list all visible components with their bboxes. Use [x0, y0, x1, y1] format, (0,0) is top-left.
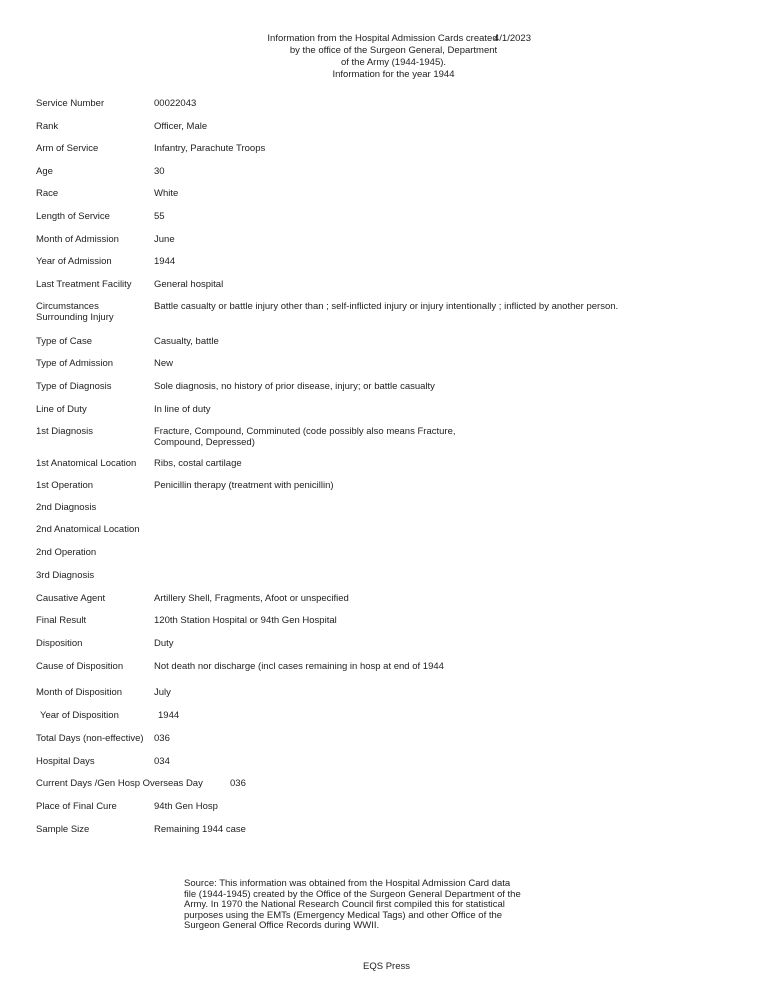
field-label: Rank	[36, 121, 59, 132]
field-value: Casualty, battle	[154, 336, 219, 347]
source-note: Source: This information was obtained from the Hospital Admission Card data file (1944-1945) created by the Office of the Surgeon General Department of the Army. In 1970 the National Research Council first compiled this for statistical purposes using the EMTs (Emergency Medical Tags) and other Office of the Surgeon General Office Records during WWII.	[184, 878, 521, 931]
field-value: June	[154, 234, 175, 245]
header-line-4: Information for the year 1944	[332, 69, 455, 80]
field-value: 55	[154, 211, 165, 222]
field-label: 1st Anatomical Location	[36, 458, 137, 469]
field-value: 30	[154, 166, 165, 177]
header-line-3: of the Army (1944-1945).	[340, 57, 447, 68]
header-date: 4/1/2023	[494, 33, 531, 44]
field-value: Officer, Male	[154, 121, 208, 132]
field-value: Sole diagnosis, no history of prior disease, injury; or battle casualty	[154, 381, 435, 392]
field-label: Cause of Disposition	[36, 661, 124, 672]
field-label: Final Result	[36, 615, 87, 626]
field-label: Last Treatment Facility	[36, 279, 132, 290]
field-value: 036	[230, 778, 246, 789]
field-value: Battle casualty or battle injury other than ; self-inflicted injury or injury intentionally ; inflicted by another person.	[154, 301, 619, 312]
field-value: Artillery Shell, Fragments, Afoot or unspecified	[154, 593, 349, 604]
field-label: Total Days (non-effective)	[36, 733, 144, 744]
field-label: Race	[36, 188, 59, 199]
field-label: Circumstances Surrounding Injury	[36, 301, 114, 323]
field-label: Year of Disposition	[40, 710, 119, 721]
field-label: Disposition	[36, 638, 83, 649]
field-label: Month of Admission	[36, 234, 119, 245]
field-label: Causative Agent	[36, 593, 106, 604]
field-value: In line of duty	[154, 404, 211, 415]
field-label: Type of Admission	[36, 358, 114, 369]
field-value: 120th Station Hospital or 94th Gen Hospital	[154, 615, 337, 626]
field-label: 2nd Anatomical Location	[36, 524, 140, 535]
publisher: EQS Press	[363, 961, 410, 972]
field-label: 2nd Diagnosis	[36, 502, 97, 513]
field-value: 94th Gen Hosp	[154, 801, 218, 812]
field-label: Year of Admission	[36, 256, 112, 267]
field-label: Line of Duty	[36, 404, 87, 415]
field-label: Sample Size	[36, 824, 90, 835]
field-label: Service Number	[36, 98, 105, 109]
field-value: 034	[154, 756, 170, 767]
field-value: 00022043	[154, 98, 197, 109]
field-value: 1944	[154, 256, 176, 267]
field-label: Type of Case	[36, 336, 92, 347]
header-line-2: by the office of the Surgeon General, Department	[289, 45, 498, 56]
field-value: White	[154, 188, 179, 199]
field-value: Fracture, Compound, Comminuted (code possibly also means Fracture, Compound, Depressed)	[154, 426, 456, 448]
field-value: Remaining 1944 case	[154, 824, 246, 835]
field-label: 2nd Operation	[36, 547, 97, 558]
header-line-1: Information from the Hospital Admission Cards created	[267, 33, 498, 44]
field-value: Duty	[154, 638, 174, 649]
field-value: 1944	[158, 710, 180, 721]
field-label: Month of Disposition	[36, 687, 123, 698]
field-value: Not death nor discharge (incl cases remaining in hosp at end of 1944	[154, 661, 444, 672]
field-label: Arm of Service	[36, 143, 99, 154]
field-label: 3rd Diagnosis	[36, 570, 95, 581]
field-label: Current Days /Gen Hosp Overseas Day	[36, 778, 203, 789]
field-value: Ribs, costal cartilage	[154, 458, 242, 469]
field-value: Penicillin therapy (treatment with penicillin)	[154, 480, 334, 491]
field-label: Type of Diagnosis	[36, 381, 112, 392]
field-label: 1st Diagnosis	[36, 426, 94, 437]
field-label: Hospital Days	[36, 756, 95, 767]
field-label: 1st Operation	[36, 480, 94, 491]
field-value: 036	[154, 733, 170, 744]
field-value: General hospital	[154, 279, 224, 290]
field-value: Infantry, Parachute Troops	[154, 143, 266, 154]
field-label: Age	[36, 166, 53, 177]
field-label: Length of Service	[36, 211, 110, 222]
field-value: New	[154, 358, 174, 369]
field-label: Place of Final Cure	[36, 801, 117, 812]
field-value: July	[154, 687, 171, 698]
